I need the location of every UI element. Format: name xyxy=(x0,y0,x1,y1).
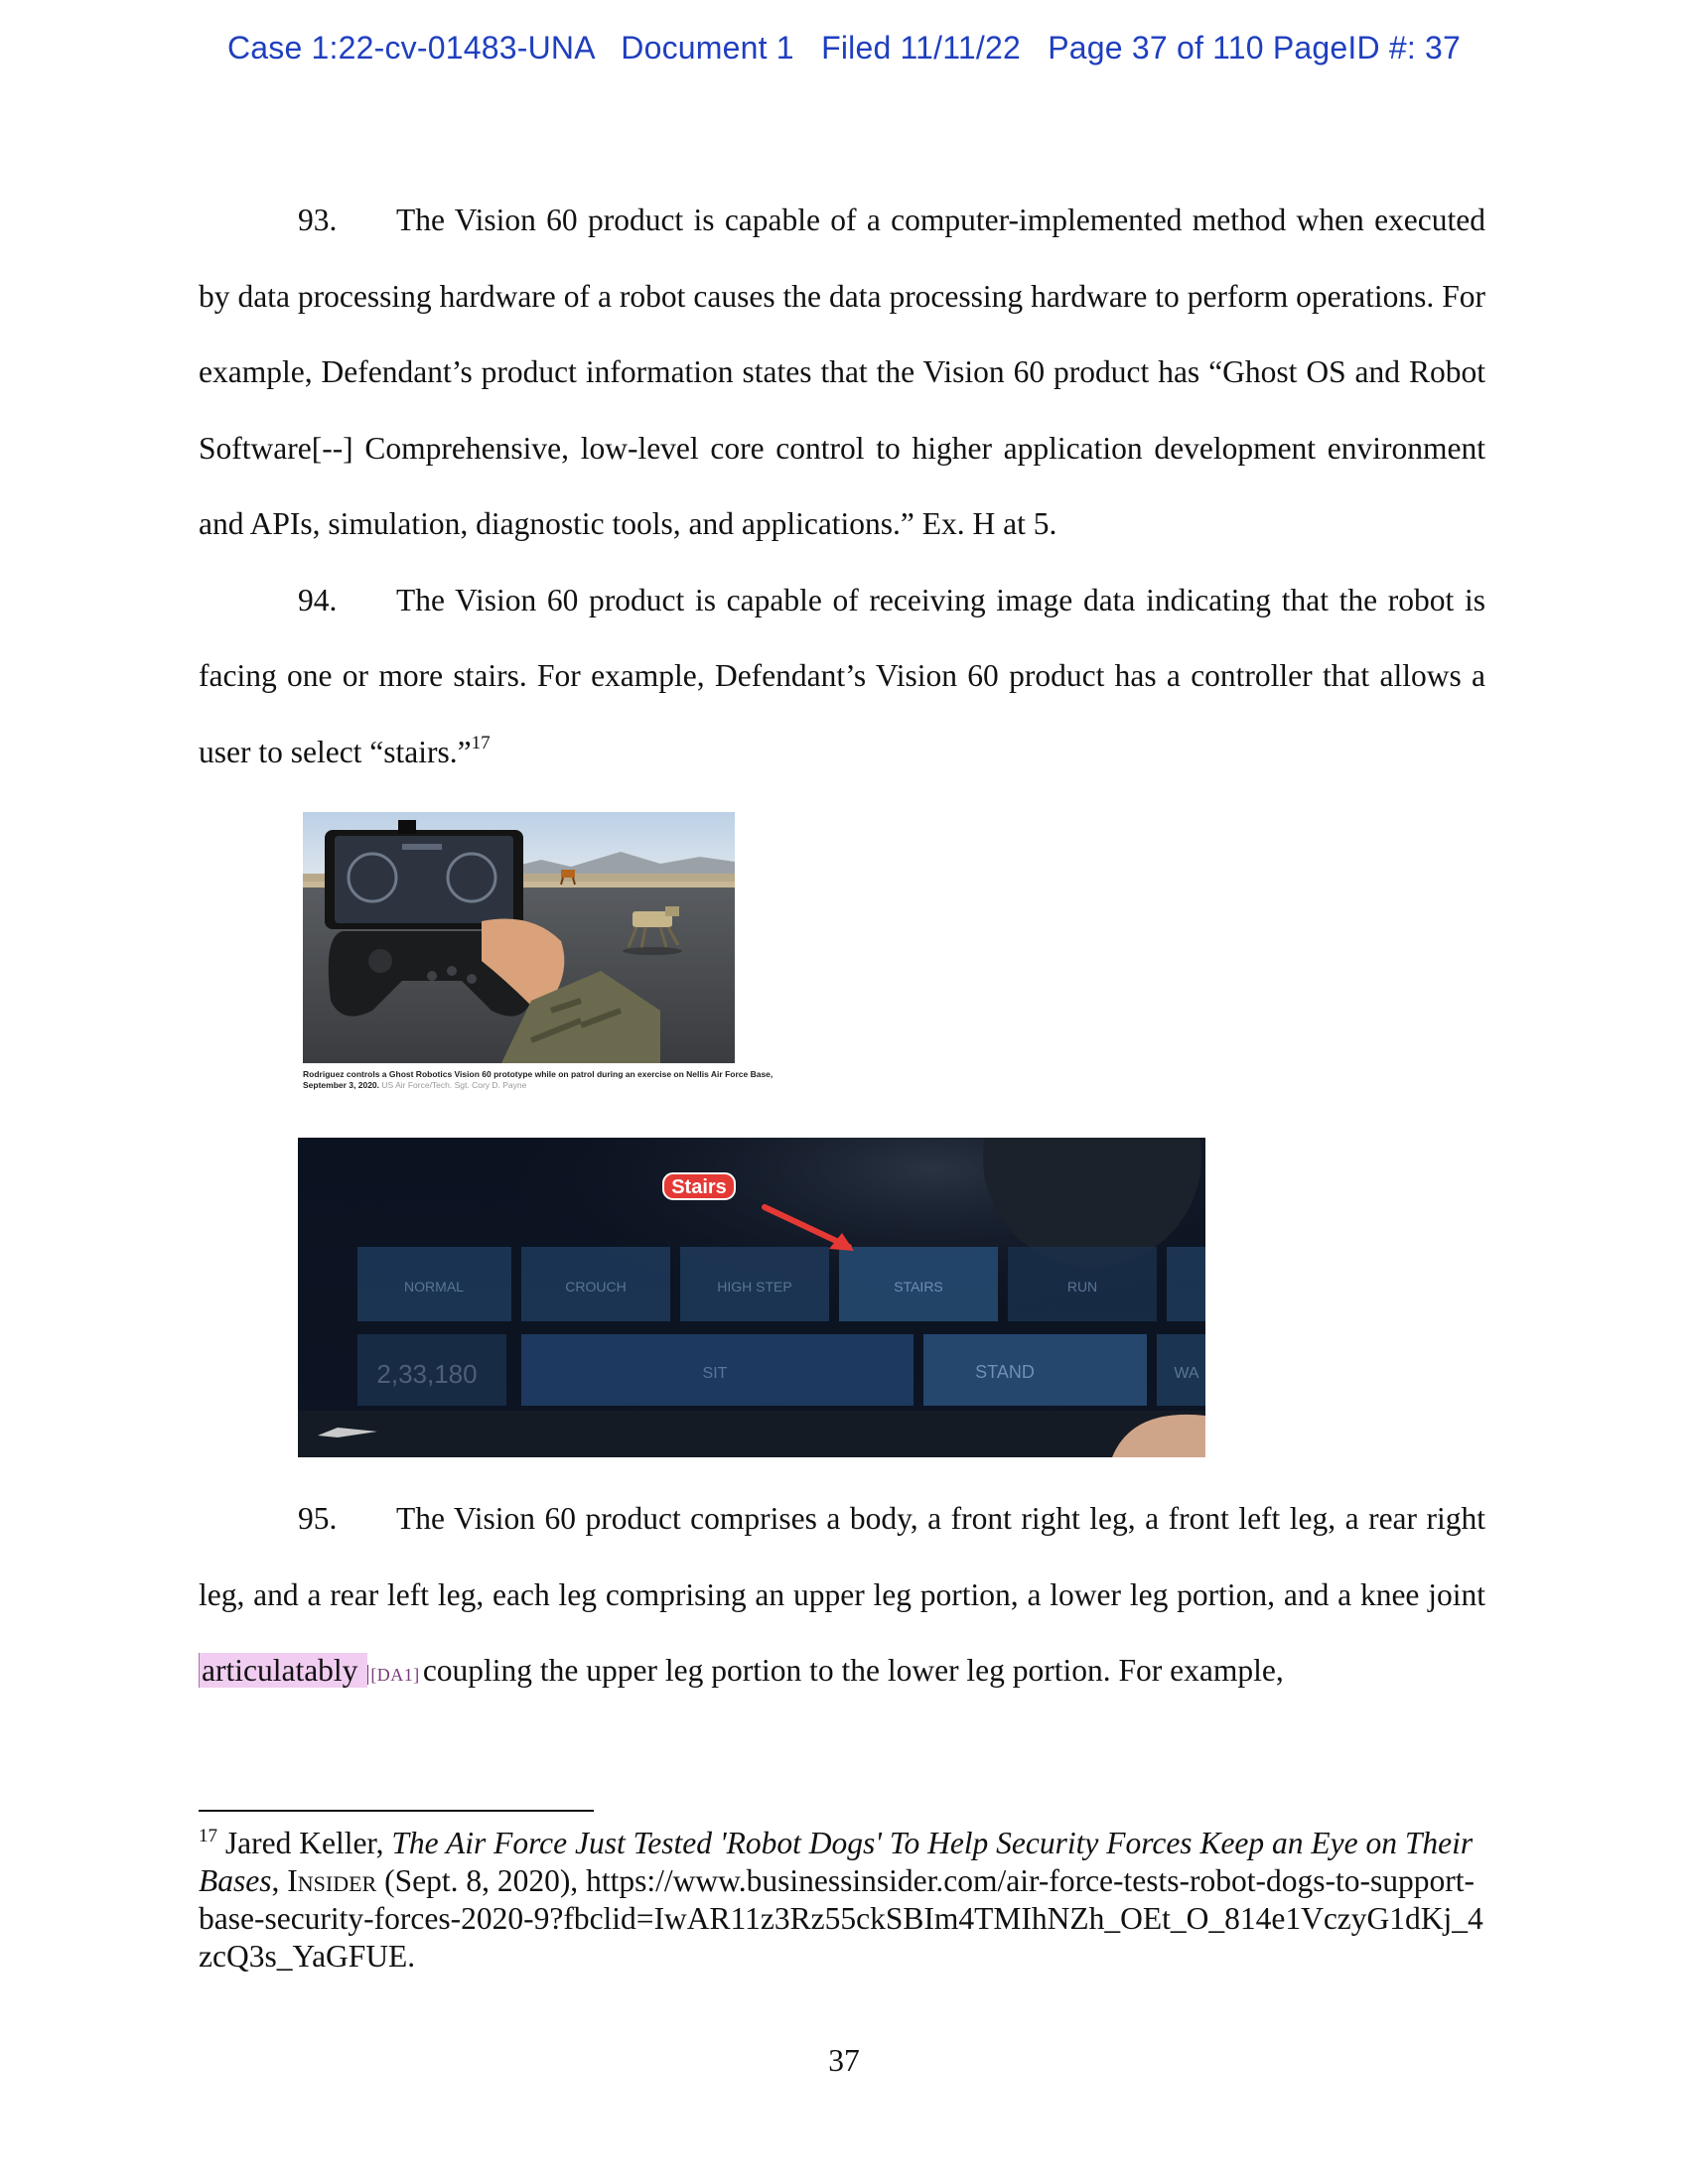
button-high-step: HIGH STEP xyxy=(717,1279,792,1295)
button-walk: WA xyxy=(1174,1365,1199,1382)
document-number: Document 1 xyxy=(621,30,794,66)
footnote-author: Jared Keller, xyxy=(224,1826,384,1860)
controller-photo-illustration xyxy=(303,812,735,1063)
button-stairs: STAIRS xyxy=(894,1279,943,1295)
caption-text: Rodriguez controls a Ghost Robotics Vision 60 prototype while on patrol during an exercise on Nellis Air Force Base, September 3, 2020. xyxy=(303,1069,774,1090)
footnote-url[interactable]: https://www.businessinsider.com/air-force-tests-robot-dogs-to-support-base-security-forces-2020-9?fbclid=IwAR11z3Rz55ckSBIm4TMIhNZh_OEt_O_814e1VczyG1dKj_4zcQ3s_YaGFUE. xyxy=(199,1863,1483,1974)
case-header xyxy=(0,30,1688,67)
comment-marker[interactable]: [DA1] xyxy=(367,1665,423,1685)
button-stand: STAND xyxy=(975,1362,1035,1382)
paragraph-text-after: coupling the upper leg portion to the lower leg portion. For example, xyxy=(422,1653,1284,1688)
footnote-17: $^{17}$ Jared Keller, The Air Force Just Tested 'Robot Dogs' To Help Security Forces Keep an Eye on Their Bases, Insider (Sept. 8, 2020), https://www.businessinsider.com/air-force-tests-robot-dogs-to-support-base-security-forces-2020-9?fbclid=IwAR11z3Rz55ckSBIm4TMIhNZh_OEt_O_814e1VczyG1dKj_4zcQ3s_YaGFUE. xyxy=(199,1826,1483,1974)
body-text-top xyxy=(199,183,1485,790)
button-normal: NORMAL xyxy=(404,1279,464,1295)
paragraph-text: The Vision 60 product is capable of receiving image data indicating that the robot is facing one or more stairs. For example, Defendant’s Vision 60 product has a controller that allows a user to select “stairs.” xyxy=(199,582,1485,769)
paragraph-95 xyxy=(199,1481,1485,1713)
case-number: Case 1:22-cv-01483-UNA xyxy=(226,30,594,66)
stairs-control-screenshot xyxy=(298,1138,1205,1457)
highlighted-text[interactable]: articulatably xyxy=(199,1653,367,1688)
filed-date: Filed 11/11/22 xyxy=(821,30,1021,66)
footnote-reference[interactable]: 17 xyxy=(471,732,491,753)
body-text-bottom xyxy=(199,1481,1485,1713)
stairs-callout-label: Stairs xyxy=(671,1176,727,1198)
footnote-title: The Air Force Just Tested 'Robot Dogs' To Help Security Forces Keep an Eye on Their Bases xyxy=(199,1826,1474,1898)
page-number: 37 xyxy=(828,2043,860,2078)
paragraph-number: 94. xyxy=(298,582,338,617)
stairs-control-panel xyxy=(298,1138,1205,1457)
page-id: Page 37 of 110 PageID #: 37 xyxy=(1048,30,1462,66)
footnote-number: 17 xyxy=(199,1826,217,1846)
button-crouch: CROUCH xyxy=(565,1279,627,1295)
controller-photo xyxy=(303,812,735,1063)
paragraph-text-before: The Vision 60 product comprises a body, a front right leg, a front left leg, a rear right leg, and a rear left leg, each leg comprising an upper leg portion, a lower leg portion, and a knee joint xyxy=(199,1501,1485,1612)
photo-caption xyxy=(303,1069,779,1091)
paragraph-93 xyxy=(199,183,1485,563)
footnote-date: (Sept. 8, 2020), xyxy=(384,1863,579,1898)
photo-credit: US Air Force/Tech. Sgt. Cory D. Payne xyxy=(381,1080,527,1090)
button-sit: SIT xyxy=(702,1365,728,1382)
button-run: RUN xyxy=(1066,1279,1098,1295)
paragraph-number: 95. xyxy=(298,1501,338,1536)
paragraph-number: 93. xyxy=(298,203,338,237)
paragraph-text: The Vision 60 product is capable of a computer-implemented method when executed by data processing hardware of a robot causes the data processing hardware to perform operations. For example, Defendant’s product information states that the Vision 60 product has “Ghost OS and Robot Software[--] Comprehensive, low-level core control to higher application development environment and APIs, simulation, diagnostic tools, and applications.” Ex. H at 5. xyxy=(199,203,1485,541)
paragraph-94 xyxy=(199,563,1485,791)
footnote-divider xyxy=(199,1810,594,1812)
footnote-publication: Insider xyxy=(287,1863,377,1898)
position-readout: 2,33,180 xyxy=(376,1359,478,1389)
